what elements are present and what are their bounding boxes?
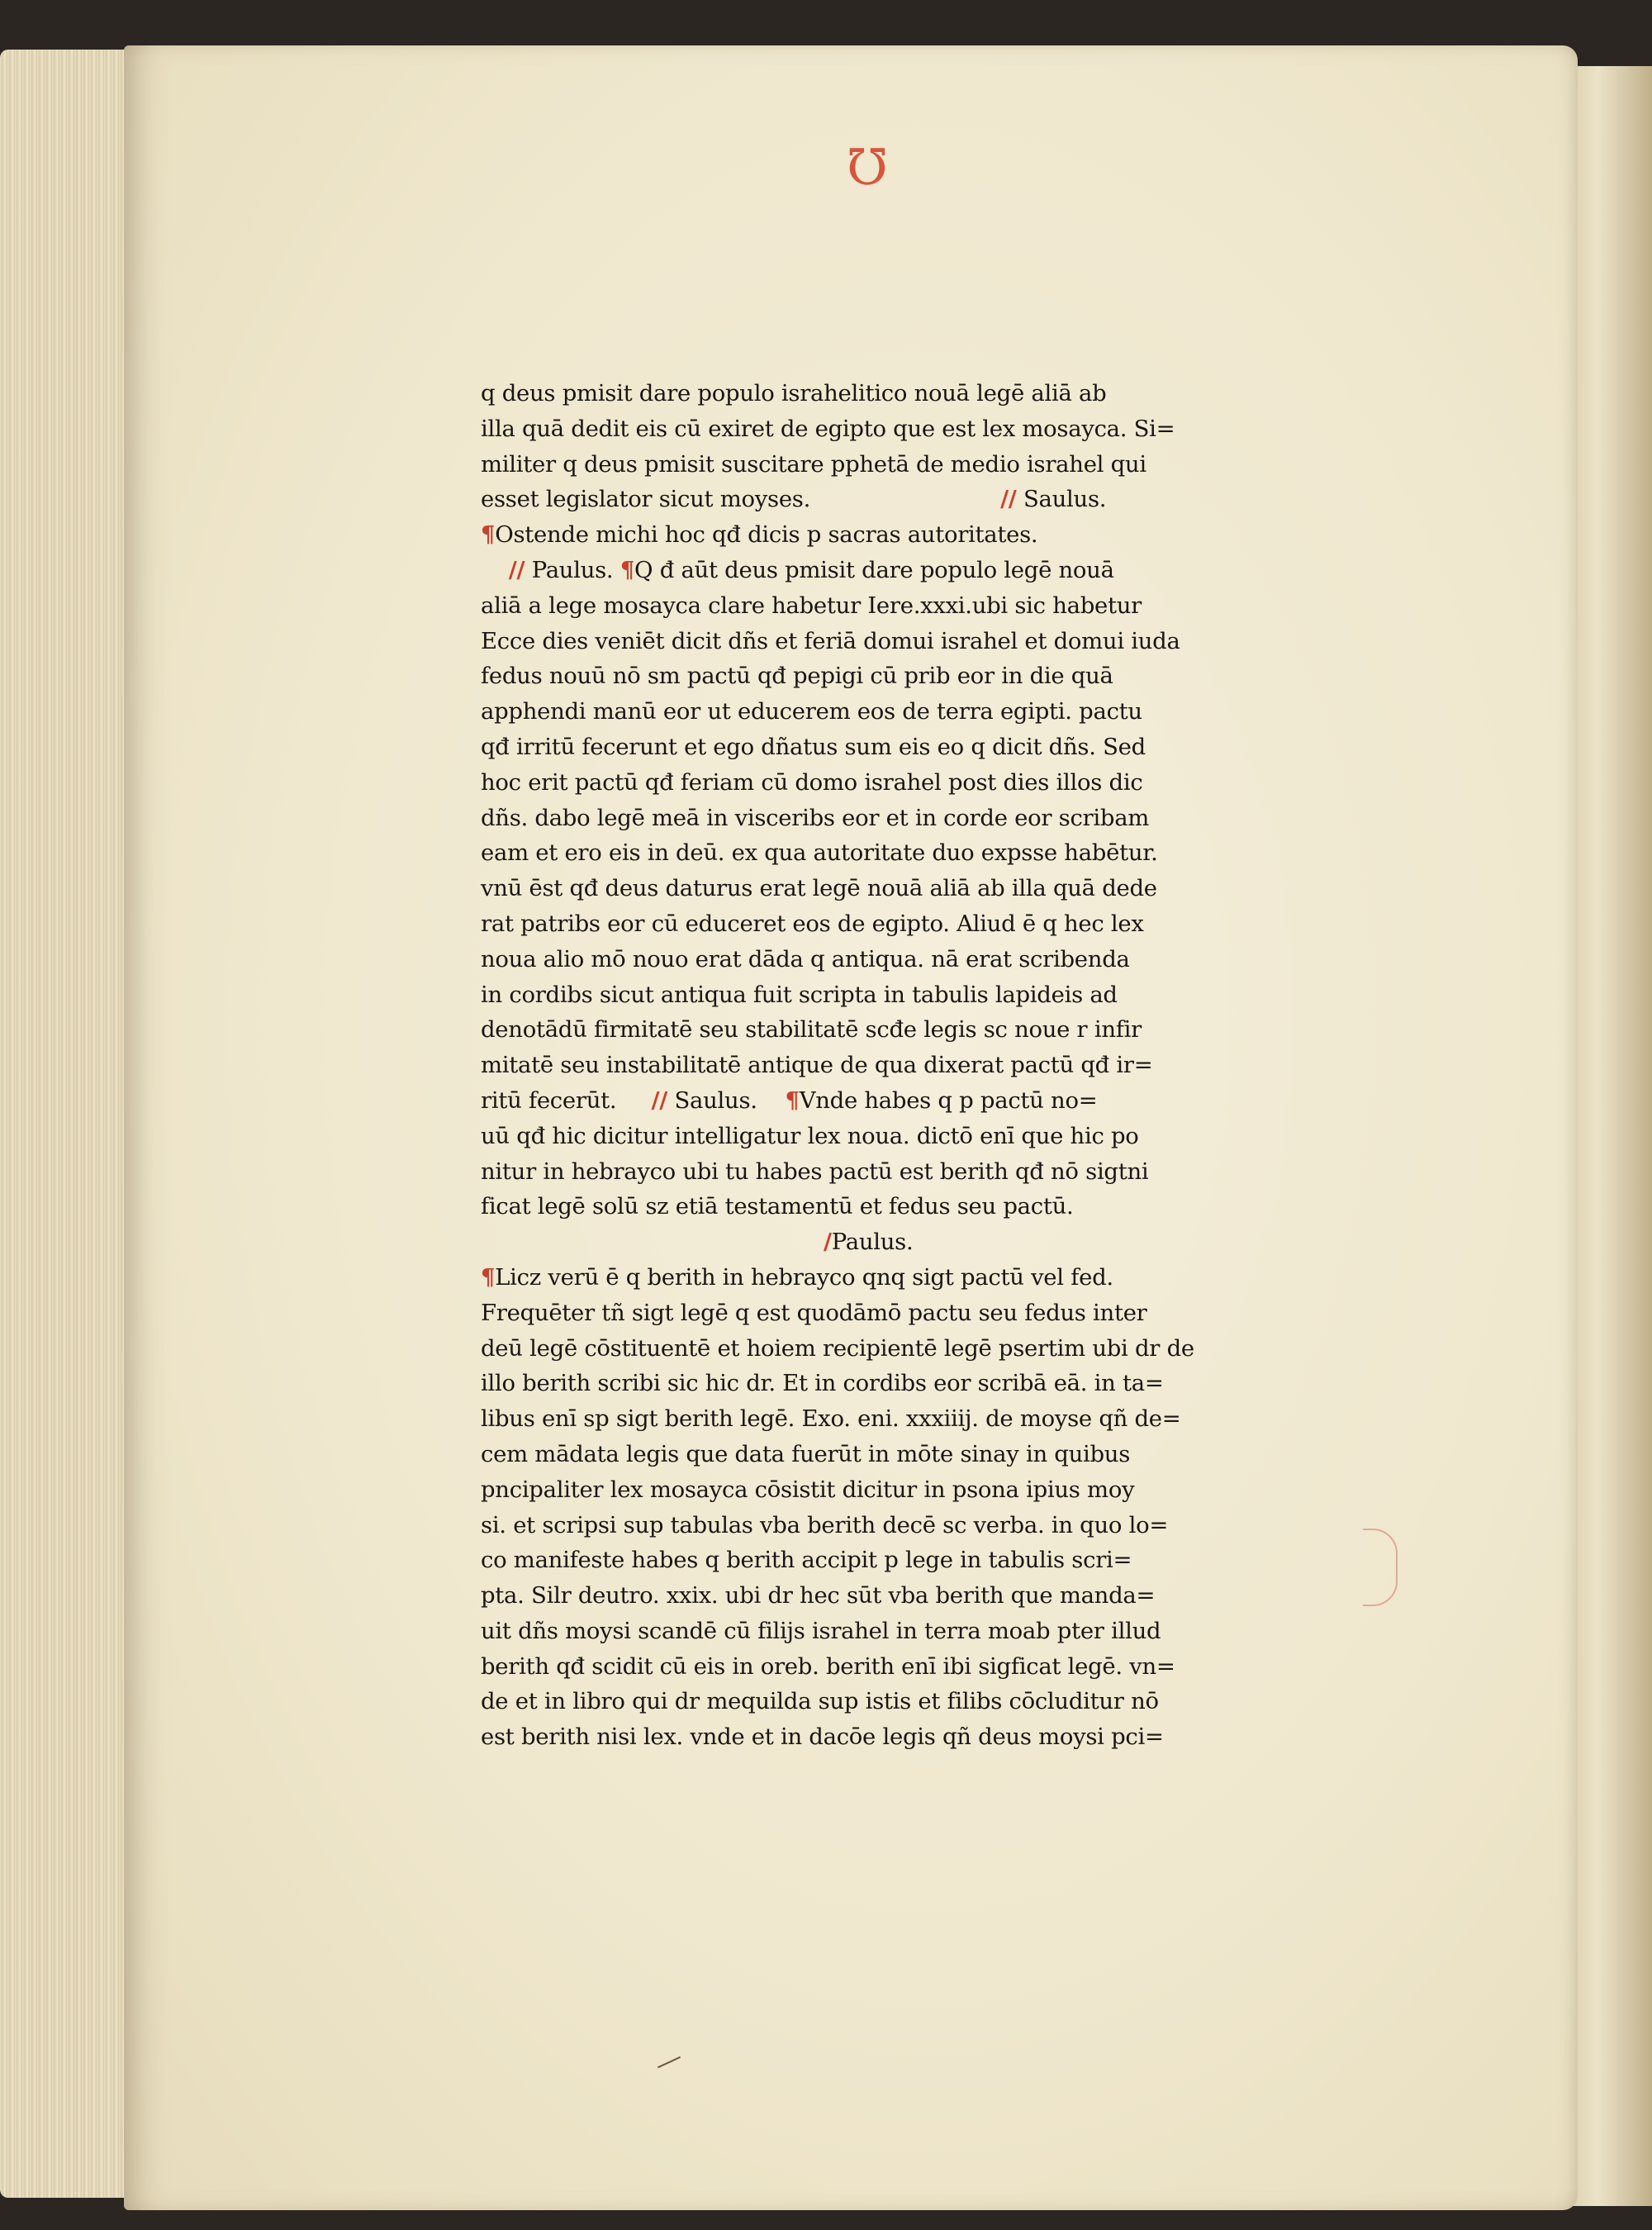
text-line: Ecce dies veniēt dicit dñs et feriā domui israhel et domui iuda (481, 627, 1180, 654)
text-line: // Paulus. ¶Q đ aūt deus pmisit dare populo legē nouā (508, 556, 1114, 583)
text-line: pncipaliter lex mosayca cōsistit dicitur in psona ipius moy (481, 1476, 1135, 1503)
text-line: est berith nisi lex. vnde et in dacōe legis qñ deus moysi pci= (481, 1724, 1164, 1751)
text-line: uū qđ hic dicitur intelligatur lex noua. dictō enī que hic po (481, 1122, 1139, 1149)
text-line: uit dñs moysi scandē cū filijs israhel in terra moab pter illud (481, 1617, 1161, 1644)
text-line: ritū fecerūt. // Saulus. ¶Vnde habes q p pactū no= (481, 1086, 1098, 1114)
text-block (481, 376, 1340, 1755)
text-line: apphendi manū eor ut educerem eos de terra egipti. pactu (481, 698, 1142, 725)
paragraph-mark: ¶ (785, 1086, 800, 1114)
rubricated-page-mark: ℧ (847, 139, 888, 197)
text-line: dñs. dabo legē meā in visceribs eor et in corde eor scribam (481, 804, 1150, 831)
text-line: Frequēter tñ sigt legē q est quodāmō pactu seu fedus inter (481, 1299, 1147, 1326)
text-line: hoc erit pactū qđ feriam cū domo israhel post dies illos dic (481, 768, 1143, 796)
text-line: co manifeste habes q berith accipit p lege in tabulis scri= (481, 1547, 1132, 1574)
text-line: denotādū firmitatē seu stabilitatē scđe legis sc noue r infir (481, 1016, 1142, 1044)
text-line: q deus pmisit dare populo israhelitico nouā legē aliā ab (481, 380, 1107, 407)
text-line: vnū ēst qđ deus daturus erat legē nouā aliā ab illa quā dede (481, 875, 1157, 902)
paragraph-mark: ¶ (620, 556, 635, 583)
text-line: esset legislator sicut moyses. // Saulus. (481, 486, 1107, 513)
speaker-paulus: Paulus. (531, 556, 614, 583)
text-line: ¶Ostende michi hoc qđ dicis p sacras autoritates. (481, 521, 1038, 549)
text-line (481, 1224, 1340, 1260)
text-line: mitatē seu instabilitatē antique de qua dixerat pactū qđ ir= (481, 1052, 1153, 1079)
text-line: pta. Silr deutro. xxix. ubi dr hec sūt vba berith que manda= (481, 1582, 1156, 1609)
text-line: libus enī sp sigt berith legē. Exo. eni. xxxiiij. de moyse qñ de= (481, 1405, 1181, 1433)
paragraph-mark: // (1000, 486, 1017, 513)
paragraph-mark: ¶ (481, 1263, 496, 1291)
text-line: militer q deus pmisit suscitare pphetā de medio israhel qui (481, 450, 1146, 478)
paragraph-mark: // (651, 1086, 668, 1114)
text-line: illa quā dedit eis cū exiret de egipto que est lex mosayca. Si= (481, 415, 1175, 442)
text-line: si. et scripsi sup tabulas vba berith decē sc verba. in quo lo= (481, 1511, 1169, 1538)
bleed-through-mark (1363, 1529, 1398, 1606)
text-line: illo berith scribi sic hic dr. Et in cordibs eor scribā eā. in ta= (481, 1370, 1164, 1397)
text-line: in cordibs sicut antiqua fuit scripta in tabulis lapideis ad (481, 981, 1118, 1008)
text-line: nitur in hebrayco ubi tu habes pactū est berith qđ nō sigtni (481, 1158, 1149, 1185)
text-line: noua alio mō nouo erat dāda q antiqua. nā erat scribenda (481, 945, 1130, 972)
text-line: cem mādata legis que data fuerūt in mōte sinay in quibus (481, 1440, 1131, 1467)
text-line: deū legē cōstituentē et hoiem recipientē legē psertim ubi dr de (481, 1334, 1194, 1362)
paragraph-mark: ¶ (481, 521, 496, 549)
text-line: ¶Licz verū ē q berith in hebrayco qnq sigt pactū vel fed. (481, 1263, 1113, 1291)
text-line: aliā a lege mosayca clare habetur Iere.xxxi.ubi sic habetur (481, 592, 1142, 619)
text-line: fedus nouū nō sm pactū qđ pepigi cū prib eor in die quā (481, 663, 1113, 690)
text-line: berith qđ scidit cū eis in oreb. berith enī ibi sigficat legē. vn= (481, 1652, 1175, 1680)
text-line: de et in libro qui dr mequilda sup istis et filibs cōcluditur nō (481, 1688, 1159, 1715)
text-line: ficat legē solū sz etiā testamentū et fedus seu pactū. (481, 1193, 1074, 1220)
text-line: rat patribs eor cū educeret eos de egipto. Aliud ē q hec lex (481, 910, 1144, 937)
paragraph-mark: // (508, 556, 525, 583)
text-line: qđ irritū fecerunt et ego dñatus sum eis eo q dicit dñs. Sed (481, 733, 1146, 760)
text-line: eam et ero eis in deū. ex qua autoritate duo expsse habētur. (481, 839, 1158, 867)
speaker-saulus: Saulus. (1023, 486, 1107, 513)
speaker-saulus: Saulus. (674, 1086, 757, 1114)
speaker-paulus: Paulus. (831, 1229, 914, 1256)
paragraph-mark: / (824, 1229, 832, 1256)
